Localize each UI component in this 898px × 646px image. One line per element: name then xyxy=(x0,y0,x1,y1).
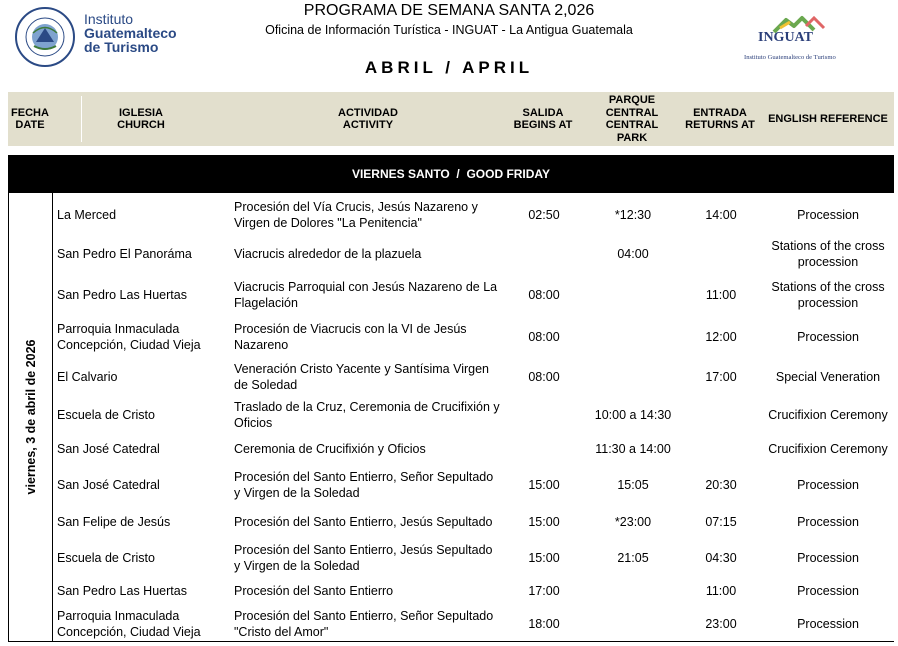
table-row xyxy=(9,317,895,357)
table-row xyxy=(9,274,895,316)
returns-cell: 17:00 xyxy=(705,370,737,384)
table-row xyxy=(9,540,895,576)
activity-cell: Procesión del Santo Entierro xyxy=(234,584,394,598)
english-cell: Procession xyxy=(797,478,859,492)
section-heading-good-friday xyxy=(8,155,894,193)
returns-cell xyxy=(683,397,759,433)
activity-cell: Viacrucis alrededor de la plazuela xyxy=(234,247,422,261)
date-label: viernes, 3 de abril de 2026 xyxy=(24,339,38,495)
begins-cell xyxy=(505,235,583,273)
column-header-activity: ACTIVIDAD ACTIVITY xyxy=(338,106,398,131)
english-cell: Crucifixion Ceremony xyxy=(768,408,888,422)
park-cell xyxy=(585,317,681,357)
page-subtitle: Oficina de Información Turística - INGUAT - La Antigua Guatemala xyxy=(265,23,633,37)
church-cell: Escuela de Cristo xyxy=(57,551,155,565)
returns-cell: 07:15 xyxy=(705,515,737,529)
church-cell: Parroquia Inmaculada Concepción, Ciudad Vieja xyxy=(57,609,201,639)
returns-cell: 20:30 xyxy=(705,478,737,492)
church-cell: San José Catedral xyxy=(57,442,160,456)
activity-cell: Ceremonia de Crucifixión y Oficios xyxy=(234,442,426,456)
park-cell xyxy=(585,274,681,316)
column-header-english: ENGLISH REFERENCE xyxy=(768,112,888,125)
park-cell: *12:30 xyxy=(614,208,652,222)
church-cell: San Felipe de Jesús xyxy=(57,515,171,529)
column-header-date: FECHA DATE xyxy=(11,106,49,131)
table-row xyxy=(9,433,895,465)
begins-cell xyxy=(505,397,583,433)
activity-cell: Procesión del Vía Crucis, Jesús Nazareno y Virgen de Dolores "La Penitencia" xyxy=(234,200,478,230)
church-cell: La Merced xyxy=(57,208,117,222)
english-cell: Stations of the cross procession xyxy=(771,280,885,310)
park-cell: 10:00 a 14:30 xyxy=(594,408,672,422)
activity-cell: Procesión del Santo Entierro, Jesús Sepultado y Virgen de la Soledad xyxy=(234,543,493,573)
begins-cell xyxy=(505,433,583,465)
begins-cell: 17:00 xyxy=(528,584,560,598)
church-cell: San Pedro El Panoráma xyxy=(57,247,192,261)
activity-cell: Veneración Cristo Yacente y Santísima Virgen de Soledad xyxy=(234,362,490,392)
column-header-bar xyxy=(8,92,894,146)
park-cell: 15:05 xyxy=(617,478,649,492)
park-cell: 04:00 xyxy=(617,247,649,261)
inguat-subtitle: Instituto Guatemalteco de Turismo xyxy=(744,54,836,61)
activity-cell: Procesión del Santo Entierro, Señor Sepultado "Cristo del Amor" xyxy=(234,609,494,639)
english-cell: Special Veneration xyxy=(775,370,881,384)
church-cell: Escuela de Cristo xyxy=(57,408,155,422)
park-cell: 21:05 xyxy=(617,551,649,565)
english-cell: Procession xyxy=(797,617,859,631)
english-cell: Procession xyxy=(797,330,859,344)
church-cell: San José Catedral xyxy=(57,478,160,492)
activity-cell: Procesión de Viacrucis con la VI de Jesús Nazareno xyxy=(234,322,467,352)
begins-cell: 15:00 xyxy=(528,478,560,492)
park-cell xyxy=(585,606,681,642)
table-row xyxy=(9,195,895,235)
park-cell xyxy=(585,576,681,606)
park-cell: 11:30 a 14:00 xyxy=(595,442,671,456)
english-cell: Stations of the cross procession xyxy=(771,239,885,269)
table-row xyxy=(9,606,895,642)
section-label: VIERNES SANTO / GOOD FRIDAY xyxy=(351,167,551,181)
park-cell xyxy=(585,358,681,396)
table-row xyxy=(9,358,895,396)
returns-cell: 11:00 xyxy=(705,584,737,598)
begins-cell: 18:00 xyxy=(528,617,560,631)
column-header-park: PARQUE CENTRAL CENTRAL PARK xyxy=(605,94,659,144)
english-cell: Crucifixion Ceremony xyxy=(768,442,888,456)
inguat-wordmark: INGUAT xyxy=(758,30,813,45)
column-header-begins: SALIDA BEGINS AT xyxy=(513,106,573,131)
column-header-returns: ENTRADA RETURNS AT xyxy=(685,106,755,131)
church-cell: Parroquia Inmaculada Concepción, Ciudad Vieja xyxy=(57,322,201,352)
table-row xyxy=(9,504,895,540)
table-row xyxy=(9,576,895,606)
english-cell: Procession xyxy=(797,584,859,598)
park-cell: *23:00 xyxy=(614,515,652,529)
table-row xyxy=(9,466,895,504)
activity-cell: Procesión del Santo Entierro, Señor Sepultado y Virgen de la Soledad xyxy=(234,470,494,500)
column-header-church: IGLESIA CHURCH xyxy=(117,106,165,131)
begins-cell: 08:00 xyxy=(528,370,560,384)
begins-cell: 02:50 xyxy=(528,208,560,222)
returns-cell: 23:00 xyxy=(705,617,737,631)
institute-line-1: Instituto xyxy=(84,11,134,27)
returns-cell: 11:00 xyxy=(705,288,737,302)
returns-cell xyxy=(683,235,759,273)
schedule-table xyxy=(8,193,894,642)
begins-cell: 08:00 xyxy=(528,330,560,344)
begins-cell: 08:00 xyxy=(528,288,560,302)
page-title: PROGRAMA DE SEMANA SANTA 2,026 xyxy=(303,2,595,19)
english-cell: Procession xyxy=(797,551,859,565)
activity-cell: Viacrucis Parroquial con Jesús Nazareno de La Flagelación xyxy=(234,280,498,310)
english-cell: Procession xyxy=(797,208,859,222)
returns-cell: 14:00 xyxy=(705,208,737,222)
returns-cell xyxy=(683,433,759,465)
church-cell: El Calvario xyxy=(57,370,118,384)
returns-cell: 12:00 xyxy=(705,330,737,344)
returns-cell: 04:30 xyxy=(705,551,737,565)
church-cell: San Pedro Las Huertas xyxy=(57,584,187,598)
activity-cell: Traslado de la Cruz, Ceremonia de Crucifixión y Oficios xyxy=(234,400,500,430)
institute-line-3: de Turismo xyxy=(84,39,159,55)
activity-cell: Procesión del Santo Entierro, Jesús Sepultado xyxy=(234,515,493,529)
church-cell: San Pedro Las Huertas xyxy=(57,288,187,302)
begins-cell: 15:00 xyxy=(528,515,560,529)
month-heading: ABRIL / APRIL xyxy=(364,58,534,77)
table-row xyxy=(9,397,895,433)
english-cell: Procession xyxy=(797,515,859,529)
table-row xyxy=(9,235,895,273)
begins-cell: 15:00 xyxy=(528,551,560,565)
institute-line-2: Guatemalteco xyxy=(84,25,177,41)
